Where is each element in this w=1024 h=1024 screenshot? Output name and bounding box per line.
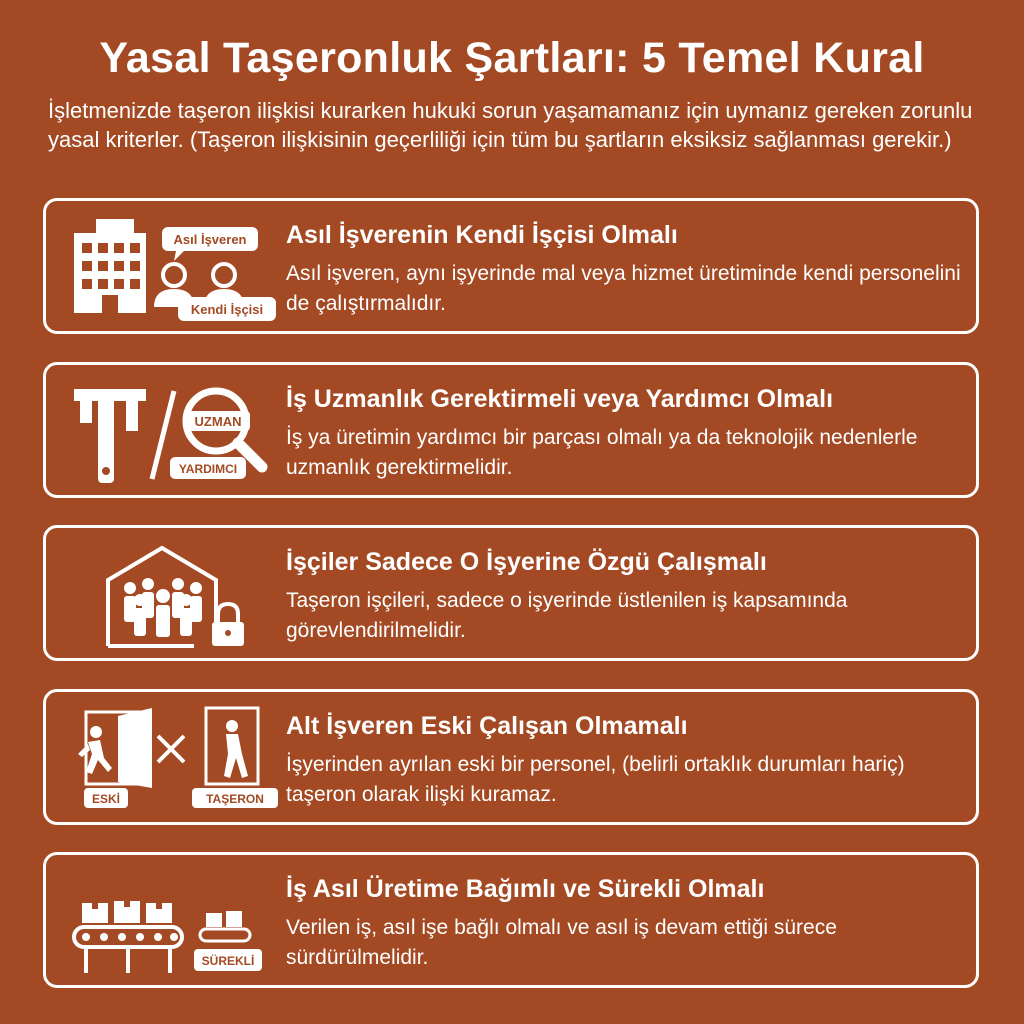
rule-title-2: İş Uzmanlık Gerektirmeli veya Yardımcı Olmalı xyxy=(286,385,834,413)
rule-card-1 xyxy=(43,198,979,334)
rule-card-3 xyxy=(43,525,979,661)
rule-card-5 xyxy=(43,852,979,988)
building-employees-icon xyxy=(66,211,286,323)
rule-title-4: Alt İşveren Eski Çalışan Olmamalı xyxy=(286,712,688,740)
rule-card-2 xyxy=(43,362,979,498)
rule-text-3: Taşeron işçileri, sadece o işyerinde üstlenilen iş kapsamında görevlendirilmelidir. xyxy=(286,589,848,642)
icon-label-asil-isveren: Asıl İşveren xyxy=(173,232,247,247)
page-title: Yasal Taşeronluk Şartları: 5 Temel Kural xyxy=(99,34,925,82)
rule-text-2: İş ya üretimin yardımcı bir parçası olmalı ya da teknolojik nedenlerle uzmanlık gerektirmelidir. xyxy=(286,426,918,479)
icon-label-surekli: SÜREKLİ xyxy=(201,954,255,968)
rule-title-1: Asıl İşverenin Kendi İşçisi Olmalı xyxy=(286,221,678,249)
conveyor-belt-icon xyxy=(66,865,286,977)
icon-label-kendi-iscisi: Kendi İşçisi xyxy=(190,302,264,317)
icon-label-uzman: UZMAN xyxy=(194,414,242,429)
rule-text-4: İşyerinden ayrılan eski bir personel, (belirli ortaklık durumları hariç) taşeron olarak ilişki kuramaz. xyxy=(286,753,905,806)
rule-text-5: Verilen iş, asıl işe bağlı olmalı ve asıl iş devam ettiği sürece sürdürülmelidir. xyxy=(286,916,837,969)
rule-title-3: İşçiler Sadece O İşyerine Özgü Çalışmalı xyxy=(286,548,767,576)
icon-label-yardimci: YARDIMCI xyxy=(178,462,238,476)
rule-text-1: Asıl işveren, aynı işyerinde mal veya hizmet üretiminde kendi personelini de çalıştırmalıdır. xyxy=(286,262,961,315)
rule-card-4 xyxy=(43,689,979,825)
intro-text: İşletmenizde taşeron ilişkisi kurarken hukuki sorun yaşamamanız için uymanız gereken zorunlu yasal kriterler. (Taşeron ilişkisinin geçerliliği için tüm bu şartların eksiksiz sağlanması gerekir.) xyxy=(48,98,973,152)
rule-title-5: İş Asıl Üretime Bağımlı ve Sürekli Olmalı xyxy=(286,875,765,903)
icon-label-taseron: TAŞERON xyxy=(206,792,264,806)
icon-label-eski: ESKİ xyxy=(91,792,121,806)
house-workers-lock-icon xyxy=(66,538,286,650)
tools-magnifier-icon xyxy=(66,375,286,487)
exit-door-cross-icon xyxy=(66,702,286,814)
